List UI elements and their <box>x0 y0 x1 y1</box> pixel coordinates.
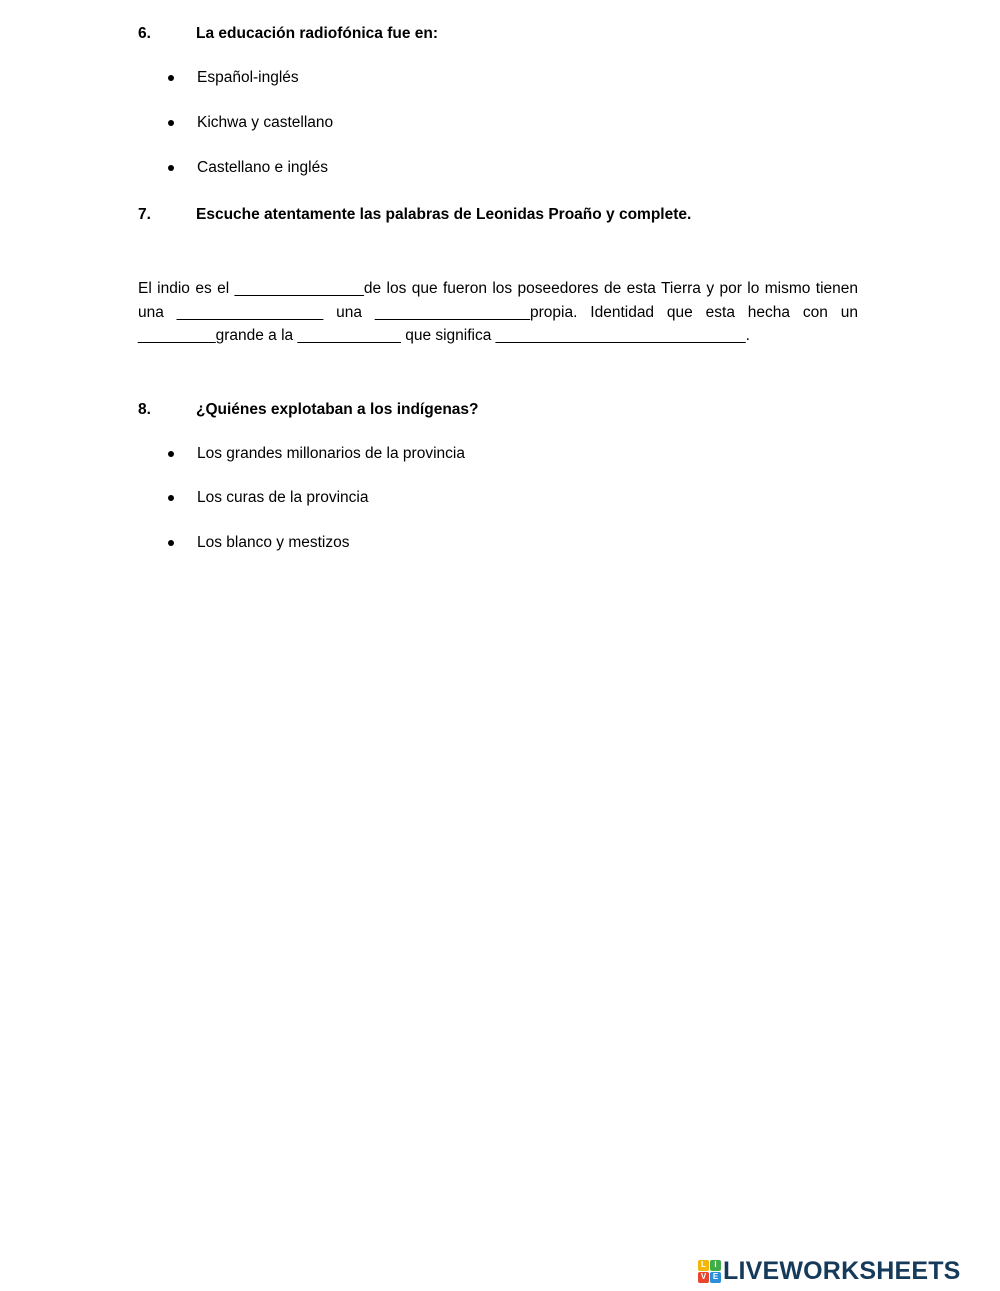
question-6 <box>138 24 438 44</box>
bullet-icon <box>168 540 174 546</box>
logo-letter: I <box>710 1260 721 1271</box>
logo-letter: V <box>698 1272 709 1283</box>
option-text: Los grandes millonarios de la provincia <box>197 445 465 462</box>
paragraph-line: El indio es el _______________de los que fueron los poseedores de esta Tierra y por lo mismo tienen <box>138 280 858 297</box>
logo-text: LIVEWORKSHEETS <box>723 1256 961 1285</box>
question-text: ¿Quiénes explotaban a los indígenas? <box>196 401 479 418</box>
question-text: Escuche atentamente las palabras de Leonidas Proaño y complete. <box>196 206 692 223</box>
question-number: 8. <box>138 401 151 418</box>
bullet-icon <box>168 75 174 81</box>
option-text: Los curas de la provincia <box>197 489 369 506</box>
bullet-icon <box>168 165 174 171</box>
question-text: La educación radiofónica fue en: <box>196 25 439 42</box>
option-text: Kichwa y castellano <box>197 114 334 131</box>
bullet-icon <box>168 495 174 501</box>
option-text: Castellano e inglés <box>197 159 328 176</box>
logo-letter: E <box>710 1272 721 1283</box>
logo-letter: L <box>698 1260 709 1271</box>
logo-mark-icon <box>698 1260 720 1282</box>
question-number: 7. <box>138 206 151 223</box>
liveworksheets-logo <box>698 1257 961 1285</box>
option-text: Español-inglés <box>197 69 299 86</box>
option-text: Los blanco y mestizos <box>197 534 350 551</box>
question-8 <box>138 400 479 420</box>
question-7 <box>138 205 691 225</box>
bullet-icon <box>168 451 174 457</box>
question-number: 6. <box>138 25 151 42</box>
fill-in-paragraph <box>138 277 858 348</box>
paragraph-line: _________grande a la ____________ que significa _____________________________. <box>138 327 750 344</box>
paragraph-line: una _________________ una __________________propia. Identidad que esta hecha con un <box>138 303 858 321</box>
bullet-icon <box>168 120 174 126</box>
